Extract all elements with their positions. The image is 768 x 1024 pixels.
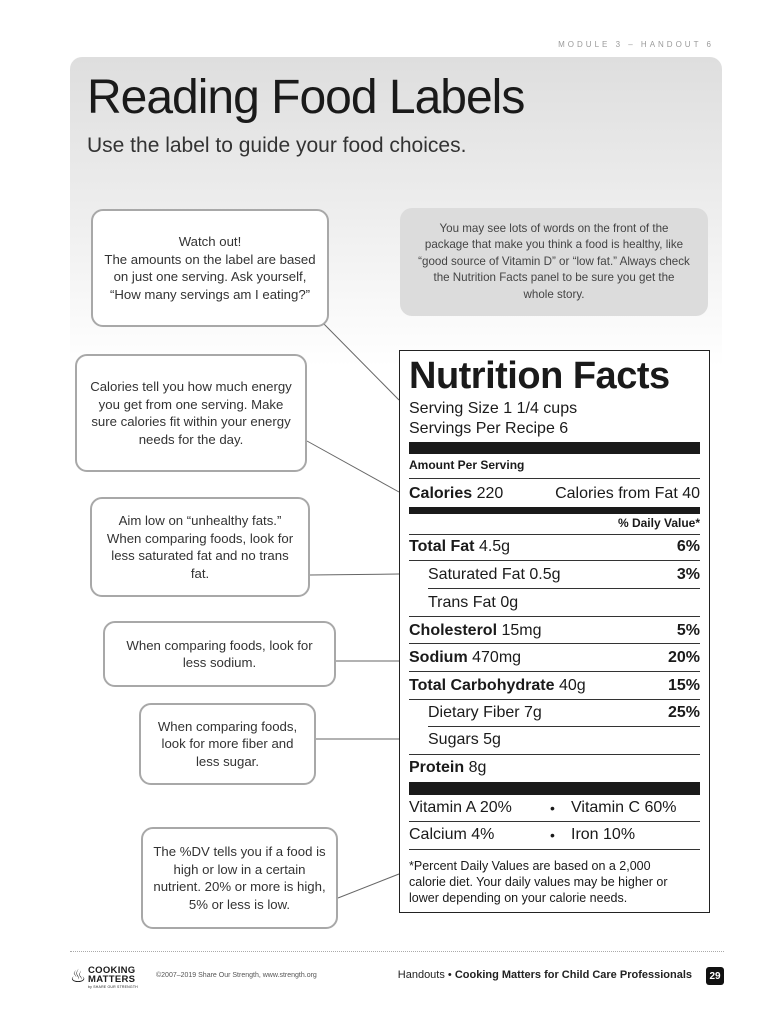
vitamin-c: Vitamin C 60%	[571, 799, 677, 816]
page-number: 29	[706, 967, 724, 985]
nutrient-label: Trans Fat 0g	[428, 594, 519, 611]
nutrient-row-protein	[409, 759, 700, 777]
vitamin-a: Vitamin A 20%	[409, 799, 512, 816]
nutrient-dv: 6%	[676, 538, 700, 555]
serving-size: Serving Size 1 1/4 cups	[409, 400, 578, 417]
callout-sodium: When comparing foods, look for less sodium.	[103, 621, 336, 687]
nutrient-dv: 20%	[667, 649, 700, 666]
logo-text	[88, 966, 136, 984]
callout-servings: Watch out! The amounts on the label are based on just one serving. Ask yourself, “How many servings am I eating?”	[91, 209, 329, 327]
footer-program: Cooking Matters for Child Care Professionals	[454, 969, 692, 981]
nutrient-dv: 15%	[667, 677, 700, 694]
footer-separator: •	[447, 969, 452, 981]
daily-value-footnote: *Percent Daily Values are based on a 2,000 calorie diet. Your daily values may be higher or lower depending on your calorie needs.	[409, 859, 668, 905]
thick-rule-1	[409, 442, 700, 454]
footer-handouts: Handouts	[397, 969, 445, 981]
nutrient-dv: 3%	[676, 566, 700, 583]
calories-value: 220	[476, 485, 504, 502]
calories-label: Calories	[409, 485, 473, 502]
nutrient-label: Total Fat	[409, 538, 475, 555]
nutrient-dv: 25%	[667, 704, 700, 721]
nutrient-amount: 8g	[468, 759, 487, 776]
thick-rule-3	[409, 782, 700, 795]
nutrient-label: Protein	[409, 759, 465, 776]
calories-row	[409, 485, 700, 503]
connector-calories	[307, 441, 399, 492]
calcium: Calcium 4%	[409, 826, 495, 843]
rule	[409, 699, 700, 700]
connector-dv	[338, 874, 399, 898]
nutrient-label: Sodium	[409, 649, 468, 666]
nutrient-amount: 15mg	[501, 622, 542, 639]
rule	[428, 588, 700, 589]
nutrient-label: Cholesterol	[409, 622, 498, 639]
bullet: •	[550, 800, 555, 816]
connector-fats	[310, 574, 399, 575]
nutrition-facts-title: Nutrition Facts	[409, 355, 670, 397]
calories-from-fat: Calories from Fat 40	[555, 485, 700, 502]
nutrient-amount: 40g	[558, 677, 586, 694]
callout-calories: Calories tell you how much energy you get from one serving. Make sure calories fit within your energy needs for the day.	[75, 354, 307, 472]
amount-per-serving: Amount Per Serving	[409, 458, 525, 472]
nutrient-label: Sugars 5g	[428, 731, 501, 748]
pot-icon: ♨	[70, 966, 87, 986]
nutrient-row-sodium	[409, 649, 700, 667]
footer-divider	[70, 951, 724, 952]
rule	[409, 754, 700, 755]
callout-fats: Aim low on “unhealthy fats.” When comparing foods, look for less saturated fat and no trans fat.	[90, 497, 310, 597]
rule	[428, 726, 700, 727]
rule	[409, 643, 700, 644]
nutrient-row-total-carbohydrate	[409, 677, 700, 695]
nutrient-amount: 470mg	[472, 649, 522, 666]
rule	[409, 560, 700, 561]
nutrient-label: Dietary Fiber 7g	[428, 704, 542, 721]
bullet: •	[550, 827, 555, 843]
nutrient-row-trans-fat	[409, 594, 700, 612]
nutrient-label: Total Carbohydrate	[409, 677, 555, 694]
page-subtitle: Use the label to guide your food choices.	[87, 134, 467, 157]
module-label: MODULE 3 – HANDOUT 6	[558, 40, 714, 49]
nutrient-row-cholesterol	[409, 622, 700, 640]
logo-line-2: MATTERS	[88, 974, 136, 985]
callout-dv: The %DV tells you if a food is high or low in a certain nutrient. 20% or more is high, 5% or less is low.	[141, 827, 338, 929]
daily-value-header: % Daily Value*	[617, 516, 700, 530]
nutrient-row-dietary-fiber	[409, 704, 700, 722]
rule	[409, 671, 700, 672]
logo-line-1: COOKING	[88, 965, 136, 976]
nutrition-facts-panel	[399, 350, 710, 913]
copyright: ©2007–2019 Share Our Strength, www.strength.org	[156, 972, 317, 979]
rule	[409, 821, 700, 822]
nutrient-label: Saturated Fat 0.5g	[428, 566, 561, 583]
callout-fiber: When comparing foods, look for more fiber and less sugar.	[139, 703, 316, 785]
iron: Iron 10%	[571, 826, 636, 843]
servings-per-recipe: Servings Per Recipe 6	[409, 420, 569, 437]
rule	[409, 616, 700, 617]
page-title: Reading Food Labels	[87, 71, 525, 124]
rule	[409, 478, 700, 479]
callout-front-package: You may see lots of words on the front of the package that make you think a food is healthy, like “good source of Vitamin D” or “low fat.” Always check the Nutrition Facts panel to be sure you get the whole story.	[400, 208, 708, 316]
footer-title	[398, 969, 692, 981]
nutrient-amount: 4.5g	[478, 538, 511, 555]
nutrient-row-total-fat	[409, 538, 700, 556]
rule	[409, 534, 700, 535]
nutrient-dv: 5%	[676, 622, 700, 639]
thick-rule-2	[409, 507, 700, 514]
cooking-matters-logo	[70, 962, 148, 990]
nutrient-row-sugars	[409, 731, 700, 749]
logo-sub: by SHARE OUR STRENGTH	[88, 985, 138, 989]
nutrient-row-saturated-fat	[409, 566, 700, 584]
rule	[409, 849, 700, 850]
